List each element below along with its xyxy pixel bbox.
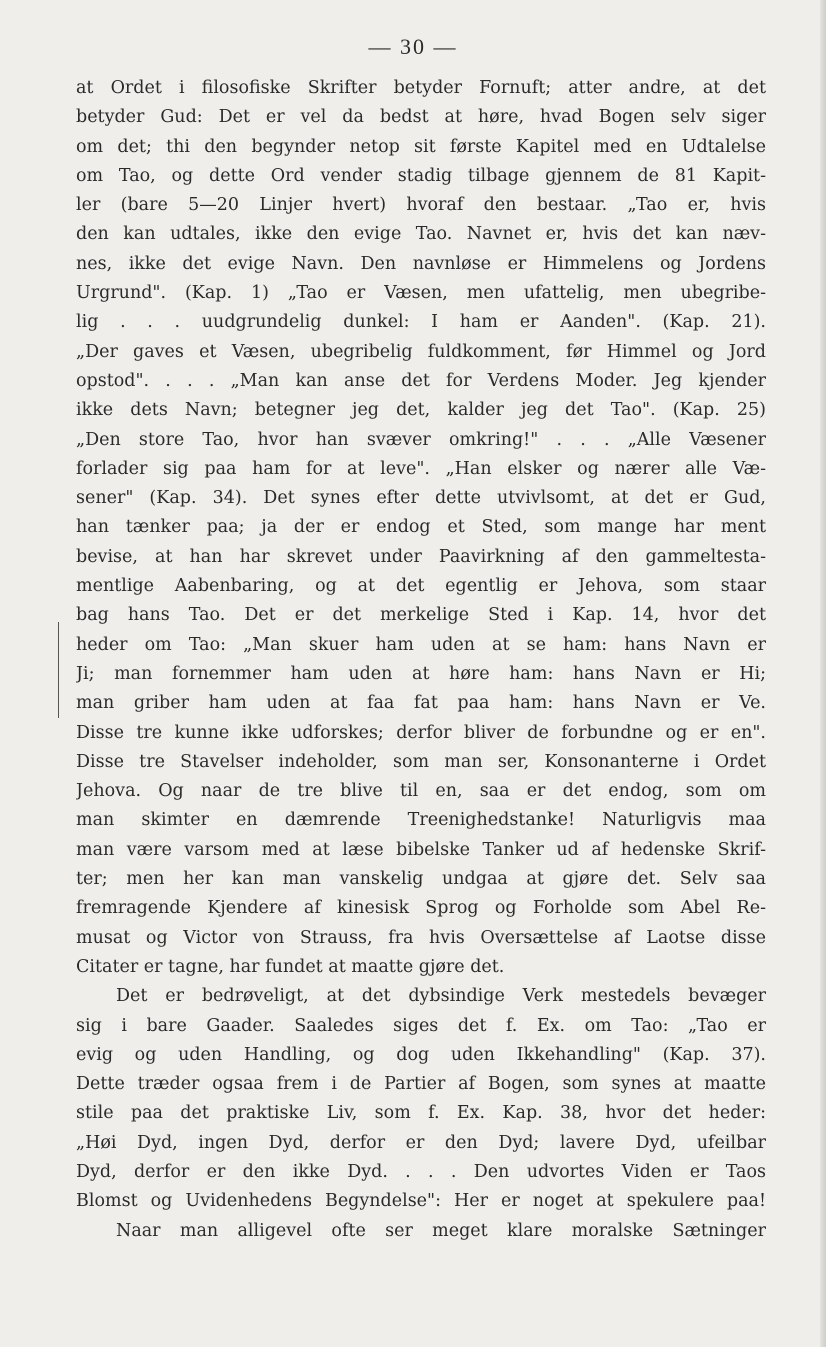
text-line: Naar man alligevel ofte ser meget klare moralske Sætninger [116,1220,766,1241]
text-line: om det; thi den begynder netop sit første Kapitel med en Udtalelse [76,136,766,157]
text-line: Jehova. Og naar de tre blive til en, saa er det endog, som om [76,781,766,802]
text-line: han tænker paa; ja der er endog et Sted, som mange har ment [76,517,766,538]
text-line: betyder Gud: Det er vel da bedst at høre, hvad Bogen selv siger [76,107,766,128]
text-line: Citater er tagne, har fundet at maatte gjøre det. [76,956,505,977]
text-line: Blomst og Uvidenhedens Begyndelse": Her er noget at spekulere paa! [76,1191,766,1212]
text-line: ter; men her kan man vanskelig undgaa at gjøre det. Selv saa [76,869,766,890]
text-line: heder om Tao: „Man skuer ham uden at se ham: hans Navn er [76,634,766,655]
text-line: Disse tre Stavelser indeholder, som man ser, Konsonanterne i Ordet [76,751,766,772]
text-line: musat og Victor von Strauss, fra hvis Oversættelse af Laotse disse [76,927,766,948]
text-line: fremragende Kjendere af kinesisk Sprog og Forholde som Abel Re- [76,898,766,919]
text-line: Det er bedrøveligt, at det dybsindige Verk mestedels bevæger [116,986,766,1007]
text-line: mentlige Aabenbaring, og at det egentlig er Jehova, som staar [76,576,766,597]
text-line: sener" (Kap. 34). Det synes efter dette utvivlsomt, at det er Gud, [76,488,766,509]
text-line: lig . . . uudgrundelig dunkel: I ham er Aanden". (Kap. 21). [76,312,766,333]
text-line: den kan udtales, ikke den evige Tao. Navnet er, hvis det kan næv- [76,224,766,245]
text-line: Dyd, derfor er den ikke Dyd. . . . Den udvortes Viden er Taos [76,1161,766,1182]
text-line: Disse tre kunne ikke udforskes; derfor bliver de forbundne og er en". [76,722,766,743]
text-line: ler (bare 5—20 Linjer hvert) hvoraf den bestaar. „Tao er, hvis [76,195,766,216]
text-line: bag hans Tao. Det er det merkelige Sted i Kap. 14, hvor det [76,605,766,626]
page-number: — 30 — [368,34,458,59]
text-line: at Ordet i filosofiske Skrifter betyder Fornuft; atter andre, at det [76,78,766,98]
text-line: man skimter en dæmrende Treenighedstanke! Naturligvis maa [76,810,766,831]
text-line: man griber ham uden at faa fat paa ham: hans Navn er Ve. [76,693,766,714]
text-line: forlader sig paa ham for at leve". „Han elsker og nærer alle Væ- [76,458,766,479]
text-line: opstod". . . . „Man kan anse det for Verdens Moder. Jeg kjender [76,370,766,391]
text-line: Urgrund". (Kap. 1) „Tao er Væsen, men ufattelig, men ubegribe- [76,283,766,304]
text-line: „Høi Dyd, ingen Dyd, derfor er den Dyd; lavere Dyd, ufeilbar [76,1132,766,1153]
text-line: Ji; man fornemmer ham uden at høre ham: hans Navn er Hi; [76,663,766,684]
text-line: ikke dets Navn; betegner jeg det, kalder jeg det Tao". (Kap. 25) [76,400,766,421]
body-text [76,74,766,1246]
text-line: nes, ikke det evige Navn. Den navnløse er Himmelens og Jordens [76,253,766,274]
text-line: man være varsom med at læse bibelske Tanker ud af hedenske Skrif- [76,839,766,860]
text-line: om Tao, og dette Ord vender stadig tilbage gjennem de 81 Kapit- [76,165,766,186]
text-line: „Den store Tao, hvor han svæver omkring!" . . . „Alle Væsener [76,429,766,450]
margin-mark [58,622,67,718]
text-line: bevise, at han har skrevet under Paavirkning af den gammeltesta- [76,546,766,567]
page-edge [820,0,826,1347]
text-line: stile paa det praktiske Liv, som f. Ex. Kap. 38, hvor det heder: [76,1103,766,1124]
text-line: Dette træder ogsaa frem i de Partier af Bogen, som synes at maatte [76,1074,766,1095]
text-line: „Der gaves et Væsen, ubegribelig fuldkomment, før Himmel og Jord [76,341,766,362]
text-line: sig i bare Gaader. Saaledes siges det f. Ex. om Tao: „Tao er [76,1015,766,1036]
text-line: evig og uden Handling, og dog uden Ikkehandling" (Kap. 37). [76,1044,766,1065]
